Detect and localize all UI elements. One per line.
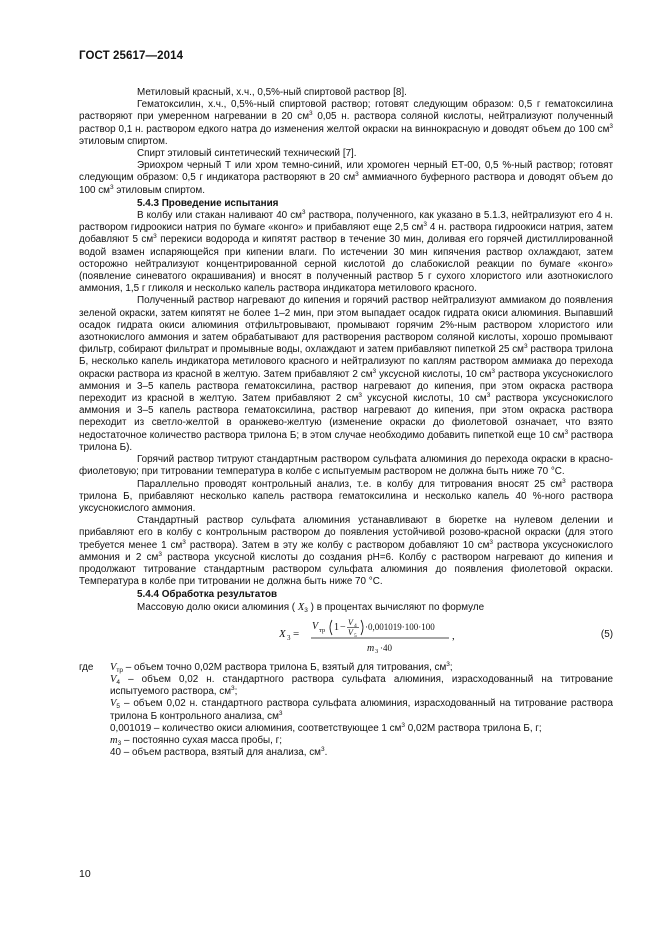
svg-text:1: 1: [334, 621, 339, 633]
paragraph-formula-intro: Массовую долю окиси алюминия ( $X_3$ ) в процентах вычисляют по формуле: [137, 601, 485, 614]
paragraph-procedure-2: Полученный раствор нагревают до кипения и горячий раствор нейтрализуют аммиаком до появления зеленой окраски, затем кипятят не более 1–2 мин, при этом выпадает осадок гидрата окиси алюминия. Выпавший осадок гидрата окиси алюминия отфильтровывают, промывают горячим 2%-ным раствором хлористого или азотнокислого аммония и затем обрабатывают для растворения раствором соляной кислоты, хорошо промывают фильтр, собирают фильтрат и промывные воды, охлаждают и затем прибавляют пипеткой 25 $см^3$ раствора трилона Б, несколько капель индикатора метилового красного и нейтрализуют по каплям раствором аммиака до перехода окраски раствора из красной в желтую. Затем прибавляют 2 $см^3$ уксусной кислоты, 10 $см^3$ раствора уксуснокислого аммония и 3–5 капель раствора гематоксилина, раствор нагревают до кипения, при этом окраска раствора переходит из красной в желтую. Затем прибавляют 2 $см^3$ уксусной кислоты, 10 $см^3$ раствора уксуснокислого аммония и 3–5 капель раствора гематоксилина, раствор нагревают до кипения, при этом окраска раствора переходит из светло-желтой в оранжево-желтую (изменение окраски до фиолетовой означает, что взято недостаточное количество раствора трилона Б; в этом случае необходимо добавить пипеткой еще 10 $см^3$ раствора трилона Б).: [79, 295, 614, 453]
svg-text:X: X: [279, 627, 286, 640]
svg-text:·40: ·40: [380, 642, 392, 653]
page-number: 10: [79, 868, 91, 880]
formula-x3: [279, 618, 499, 658]
svg-text:,: ,: [452, 629, 455, 642]
paragraph-eriochrome: Эриохром черный Т или хром темно-синий, или хромоген черный ЕТ-00, 0,5 %-ный раствор; готовят следующим образом: 0,5 г индикатора растворяют в 20 $см^3$ аммиачного буферного раствора и доводят объем до 100 $см^3$ этиловым спиртом.: [79, 160, 613, 196]
symbol-m3: m: [110, 734, 118, 746]
definition-m3: $m_3$ – постоянно сухая масса пробы, г;: [110, 734, 282, 747]
definition-v5: $V_5$ – объем 0,02 н. стандартного раствора сульфата алюминия, израсходованный на титрование раствора трилона Б контрольного анализа, $см^3$: [110, 698, 613, 722]
svg-text:m: m: [367, 642, 375, 654]
symbol-v4: V: [110, 673, 117, 685]
section-heading-test: 5.4.3 Проведение испытания: [137, 197, 279, 209]
document-header: ГОСТ 25617—2014: [79, 50, 184, 62]
paragraph-ethyl-alcohol: Спирт этиловый синтетический технический [7].: [137, 148, 357, 160]
paragraph-titration: Горячий раствор титруют стандартным раствором сульфата алюминия до перехода окраски в красно-фиолетовую; при титровании температура в колбе с испытуемым раствором не должна быть ниже 70 °С.: [79, 454, 613, 478]
svg-text:−: −: [340, 621, 346, 633]
svg-text:3: 3: [287, 633, 291, 642]
symbol-v-tr: V: [110, 661, 117, 673]
svg-text:тр: тр: [319, 626, 326, 634]
paragraph-hematoxylin: Гематоксилин, х.ч., 0,5%-ный спиртовой раствор; готовят следующим образом: 0,5 г гематоксилина растворяют при умеренном нагревании в 20 $см^3$ 0,05 н. раствора соляной кислоты, нейтрализуют полученный раствор 0,1 н. раствором едкого натра до изменения желтой окраски на виннокрасную и доводят объем до 100 $см^3$ этиловым спиртом.: [79, 99, 613, 147]
formula-block: [79, 616, 613, 660]
svg-text:V: V: [348, 627, 353, 637]
document-body: [79, 87, 613, 759]
svg-text:V: V: [312, 620, 319, 632]
svg-text:·0,001019·100·100: ·0,001019·100·100: [365, 621, 435, 632]
paragraph-control-analysis: Параллельно проводят контрольный анализ, т.е. в колбу для титрования вносят 25 $см^3$ раствора трилона Б, прибавляют несколько капель раствора гематоксилина и несколько капель 40 %-ного раствора уксуснокислого аммония.: [79, 477, 613, 514]
definition-coefficient: 0,001019 – количество окиси алюминия, соответствующее 1 $см^3$ 0,02М раствора трилона Б, г;: [110, 721, 542, 734]
definition-v-tr: где $V_{тр}$ – объем точно 0,02М раствора трилона Б, взятый для титрования, $см^3$;: [79, 660, 453, 674]
svg-text:4: 4: [354, 622, 357, 629]
svg-text:3: 3: [375, 647, 379, 655]
where-label: где: [79, 661, 94, 673]
svg-text:=: =: [293, 627, 300, 640]
definitions-list: [79, 662, 613, 760]
formula-number: (5): [600, 628, 613, 640]
paragraph-procedure-1: В колбу или стакан наливают 40 $см^3$ раствора, полученного, как указано в 5.1.3, нейтрализуют его 4 н. раствором гидроокиси натрия по бумаге «конго» и прибавляют еще 2,5 $см^3$ 4 н. раствора гидроокиси натрия, затем добавляют 5 $см^3$ перекиси водорода и кипятят раствор в течение 30 мин, доливая его горячей дистиллированной водой взамен испаряющейся при кипении влаги. По истечении 30 мин кипячения раствор охлаждают, затем осторожно нейтрализуют концентрированной серной кислотой до слабокислой реакции по бумаге «конго» (появление синеватого окрашивания) и вносят в полученный раствор 5 г сухого хлористого или азотнокислого аммония, 1,5 г гликоля и несколько капель раствора индикатора метилового красного.: [79, 209, 613, 295]
section-heading-results: 5.4.4 Обработка результатов: [137, 589, 278, 601]
symbol-v5: V: [110, 698, 117, 710]
paragraph-standard-solution: Стандартный раствор сульфата алюминия устанавливают в бюретке на нулевом делении и прибавляют его в колбу с контрольным раствором до появления устойчивой розово-красной окраски (для этого требуется менее 1 $см^3$ раствора). Затем в эту же колбу с раствором добавляют 10 $см^3$ раствора уксуснокислого аммония и 2 $см^3$ раствора уксусной кислоты до создания рН=6. Колбу с раствором нагревают до кипения и продолжают титрование стандартным раствором сульфата алюминия до появления фиолетовой окраски. Температура в колбе при титровании не должна быть ниже 70 °С.: [79, 515, 613, 588]
definition-v4: $V_4$ – объем 0,02 н. стандартного раствора сульфата алюминия, израсходованный на титрование испытуемого раствора, $см^3$;: [110, 673, 614, 698]
paragraph-methyl-red: Метиловый красный, х.ч., 0,5%-ный спиртовой раствор [8].: [137, 87, 407, 98]
svg-text:V: V: [348, 617, 353, 627]
definition-volume-40: 40 – объем раствора, взятый для анализа, $см^3$.: [110, 746, 328, 759]
svg-text:5: 5: [354, 632, 357, 639]
